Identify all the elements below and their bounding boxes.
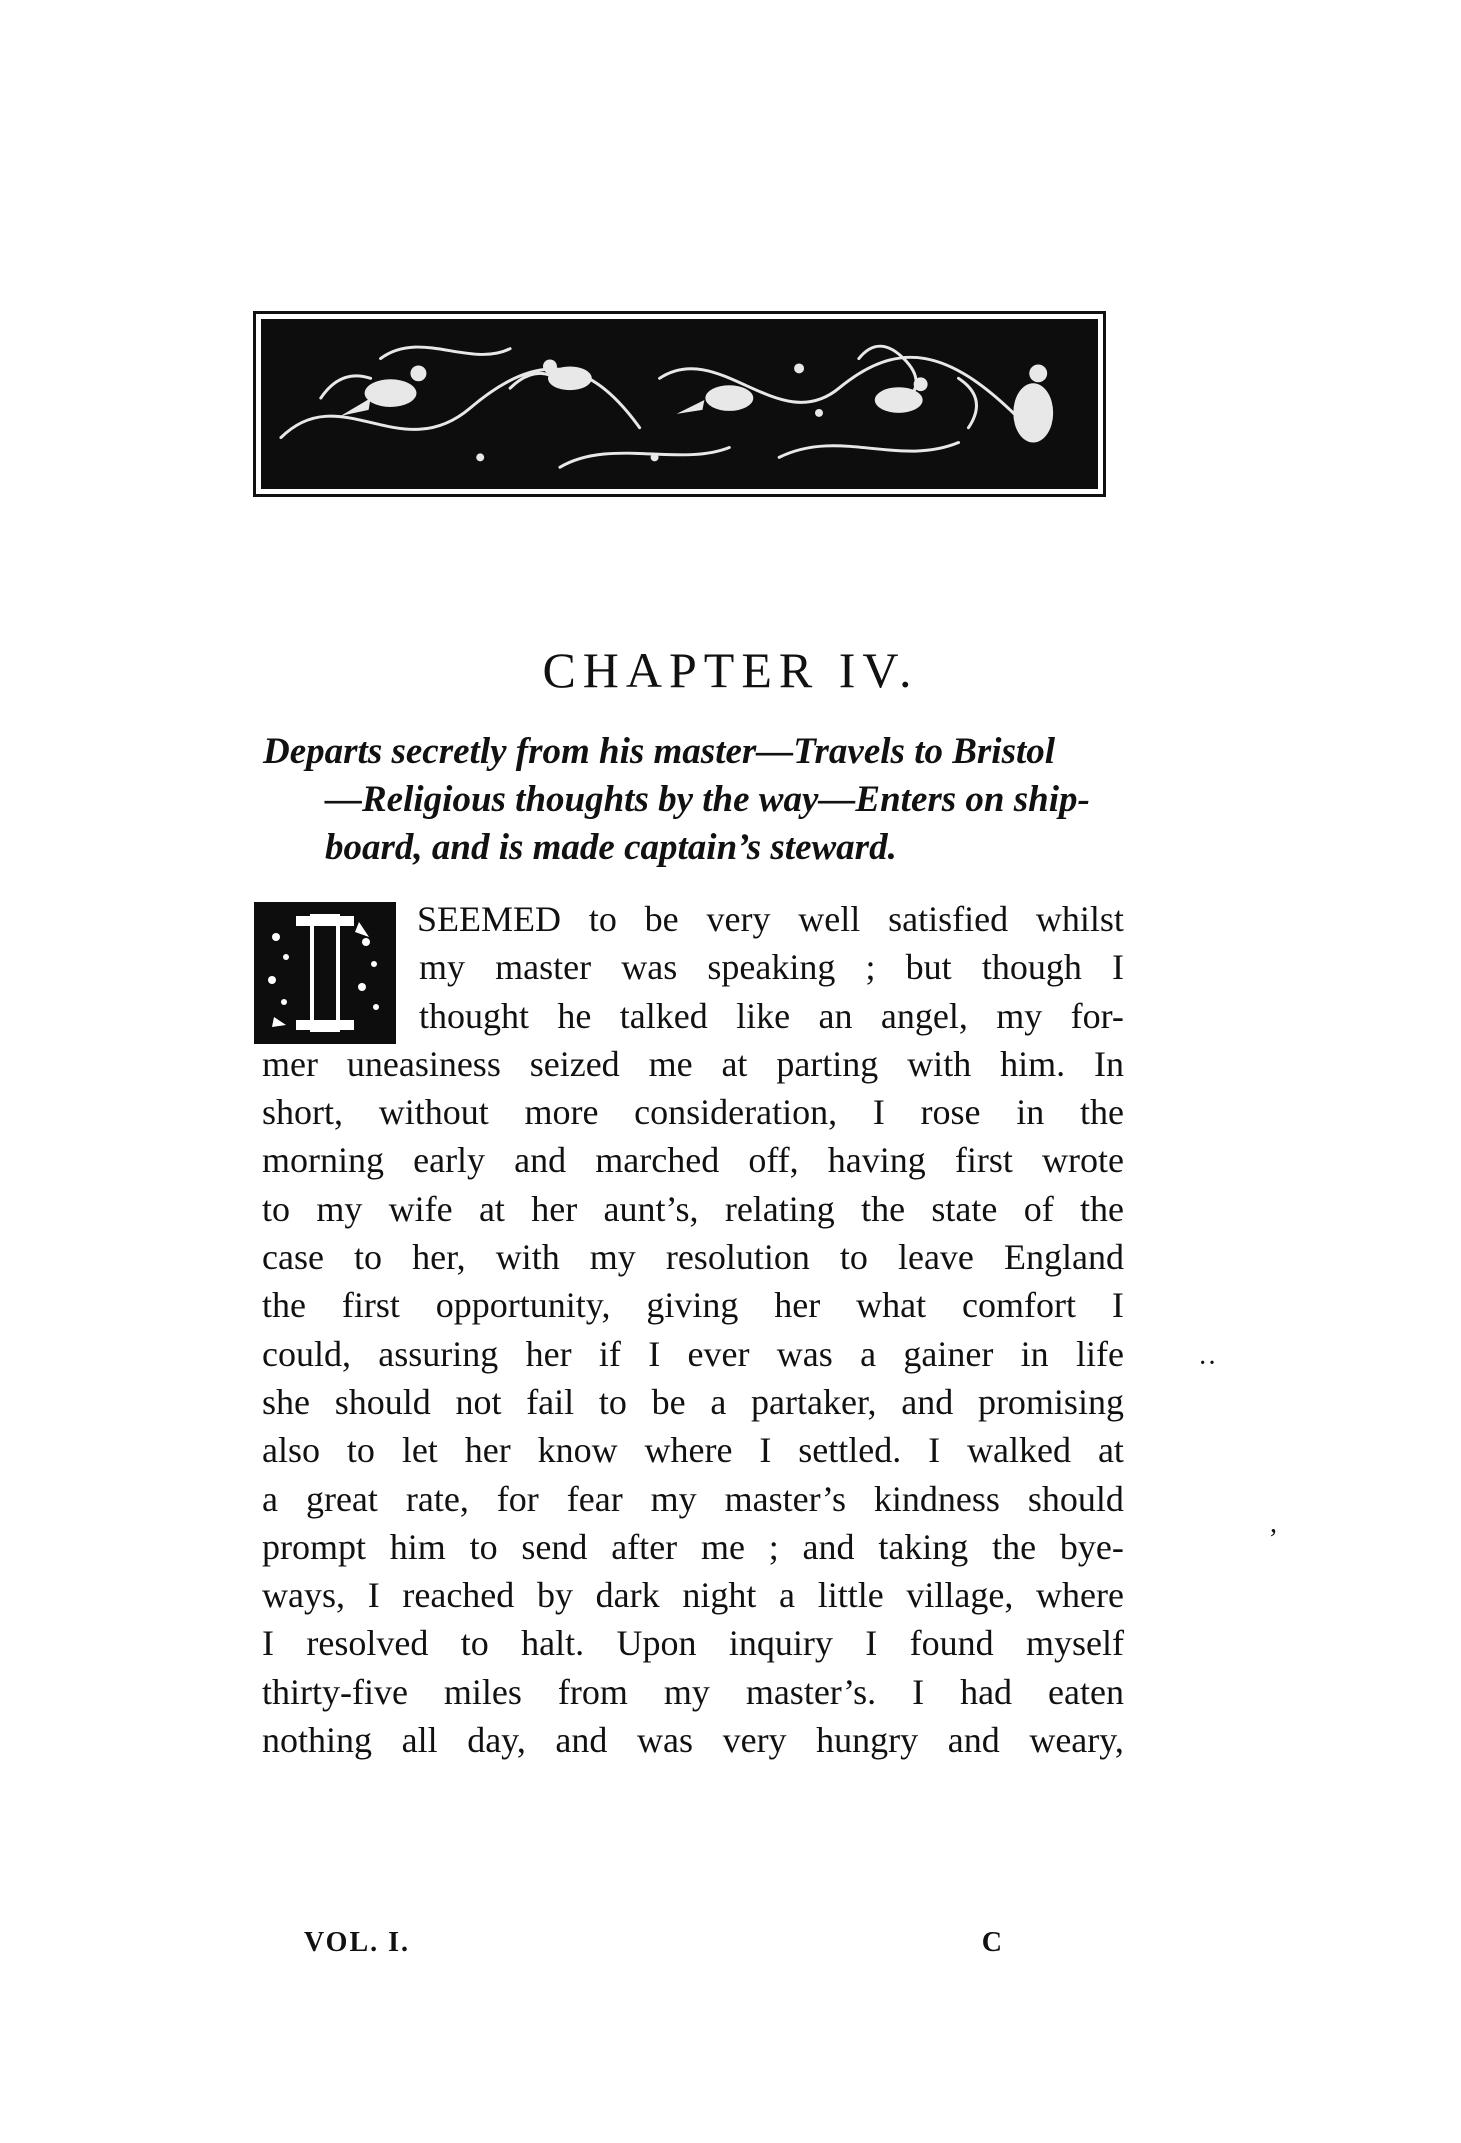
word: to [262, 1188, 291, 1229]
word: morning [262, 1140, 384, 1181]
word: inquiry [728, 1623, 833, 1664]
word: my [663, 1671, 710, 1712]
text-line [262, 1475, 1124, 1523]
word: to [469, 1526, 498, 1567]
word: but [905, 947, 952, 988]
word: ; [865, 947, 876, 988]
chapter-title: CHAPTER IV. [542, 642, 919, 698]
word: to [460, 1623, 489, 1664]
word: bye- [1059, 1526, 1124, 1567]
word: her, [412, 1237, 466, 1278]
word: what [856, 1285, 927, 1326]
word: I [262, 1623, 274, 1664]
word: without [378, 1092, 489, 1133]
word: an [818, 995, 853, 1036]
word: to [839, 1237, 868, 1278]
word: my [316, 1188, 363, 1229]
signature-mark: C [981, 1927, 1004, 1958]
word: speaking [707, 947, 836, 988]
word: hungry [816, 1720, 919, 1761]
word: consideration, [634, 1092, 838, 1133]
word: early [413, 1140, 486, 1181]
word: fail [526, 1381, 575, 1422]
summary-line: Departs secretly from his master—Travels to Bristol [263, 731, 1056, 772]
word: and [514, 1140, 567, 1181]
word: me [648, 1043, 693, 1084]
word: ; [768, 1526, 779, 1567]
word: relating [724, 1188, 835, 1229]
word: a [779, 1575, 795, 1616]
word: settled. [798, 1430, 902, 1471]
word: of [1023, 1188, 1054, 1229]
word: for- [1070, 995, 1124, 1036]
word: he [557, 995, 592, 1036]
word: I [1111, 947, 1124, 988]
word: was [776, 1333, 833, 1374]
word: I [759, 1430, 772, 1471]
text-line [262, 1185, 1124, 1233]
word: could, [262, 1333, 351, 1374]
word: where [1036, 1575, 1124, 1616]
word: her [464, 1430, 511, 1471]
word: gainer [903, 1333, 994, 1374]
word: with [495, 1237, 560, 1278]
ornamental-headpiece [253, 311, 1106, 497]
word: taking [878, 1526, 969, 1567]
text-line [262, 1136, 1124, 1184]
word: be [644, 899, 679, 939]
word: aunt’s, [603, 1188, 699, 1229]
word: opportunity, [435, 1285, 611, 1326]
word: case [262, 1237, 324, 1278]
word: was [621, 947, 678, 988]
word: at [478, 1188, 505, 1229]
word: I [648, 1333, 661, 1374]
word: well [798, 899, 861, 939]
word: partaker, [751, 1381, 877, 1422]
text-line [262, 1088, 1124, 1136]
word: not [455, 1381, 502, 1422]
word: more [524, 1092, 599, 1133]
word: the [992, 1526, 1037, 1567]
word: her [531, 1188, 578, 1229]
word: satisfied [888, 899, 1009, 939]
word: halt. [521, 1623, 585, 1664]
summary-line: —Religious thoughts by the way—Enters on ship- [325, 779, 1090, 820]
word: a [860, 1333, 877, 1374]
word: wife [388, 1188, 453, 1229]
word: day, [467, 1720, 526, 1761]
text-line [262, 1668, 1124, 1716]
word: whilst [1035, 899, 1124, 939]
word: resolution [665, 1237, 810, 1278]
word: after [611, 1526, 678, 1567]
word: SEEMED [417, 899, 561, 939]
word: nothing [262, 1720, 373, 1761]
word: and [555, 1720, 608, 1761]
word: myself [1025, 1623, 1124, 1664]
text-line [262, 1281, 1124, 1329]
word: her [774, 1285, 821, 1326]
word: weary, [1029, 1720, 1124, 1761]
word: thirty-five [262, 1671, 408, 1712]
word: in [1020, 1333, 1049, 1374]
summary-line: board, and is made captain’s steward. [325, 827, 897, 868]
word: life [1075, 1333, 1124, 1374]
word: like [736, 995, 791, 1036]
word: promising [977, 1381, 1124, 1422]
word: uneasiness [346, 1043, 501, 1084]
word: short, [262, 1092, 343, 1133]
word: rate, [405, 1478, 469, 1519]
word: the [1080, 1188, 1124, 1229]
word: I [912, 1671, 925, 1712]
word: to [588, 899, 617, 939]
word: though [981, 947, 1082, 988]
word: where [644, 1430, 733, 1471]
word: state [931, 1188, 998, 1229]
word: miles [443, 1671, 522, 1712]
word: to [346, 1430, 375, 1471]
word: ways, [262, 1575, 345, 1616]
word: mer [262, 1043, 318, 1084]
word: master’s [724, 1478, 846, 1519]
word: prompt [262, 1526, 366, 1567]
word: kindness [873, 1478, 1000, 1519]
word: the [1079, 1092, 1124, 1133]
word: marched [595, 1140, 720, 1181]
word: I [928, 1430, 941, 1471]
page-footer [304, 1927, 1004, 1967]
word: by [536, 1575, 573, 1616]
word: my [650, 1478, 697, 1519]
word: In [1094, 1043, 1124, 1084]
word: first [341, 1285, 400, 1326]
word: resolved [306, 1623, 429, 1664]
word: England [1003, 1237, 1124, 1278]
word: night [682, 1575, 757, 1616]
word: a [262, 1478, 278, 1519]
text-line [262, 1571, 1124, 1619]
word: leave [897, 1237, 974, 1278]
word: assuring [378, 1333, 499, 1374]
word: she [262, 1381, 310, 1422]
word: talked [619, 995, 708, 1036]
word: angel, [880, 995, 968, 1036]
word: master’s. [745, 1671, 877, 1712]
word: thought [419, 995, 530, 1036]
word: I [367, 1575, 380, 1616]
word: send [521, 1526, 588, 1567]
word: also [262, 1430, 320, 1471]
word: let [401, 1430, 438, 1471]
word: a [710, 1381, 727, 1422]
word: and [802, 1526, 855, 1567]
word: reached [402, 1575, 515, 1616]
word: walked [967, 1430, 1072, 1471]
word: off, [748, 1140, 799, 1181]
word: with [907, 1043, 972, 1084]
word: should [334, 1381, 431, 1422]
word: first [954, 1140, 1013, 1181]
text-line [262, 1040, 1124, 1088]
word: to [598, 1381, 627, 1422]
word: seized [529, 1043, 620, 1084]
word: master [495, 947, 592, 988]
chapter-summary [263, 728, 1123, 872]
text-line [262, 1426, 1124, 1474]
word: had [960, 1671, 1013, 1712]
word: having [827, 1140, 926, 1181]
word: very [706, 899, 771, 939]
word: for [496, 1478, 539, 1519]
word: my [996, 995, 1043, 1036]
word: should [1027, 1478, 1124, 1519]
word: from [557, 1671, 628, 1712]
text-line [419, 943, 1124, 991]
word: if [598, 1333, 621, 1374]
word: know [537, 1430, 618, 1471]
word: fear [566, 1478, 623, 1519]
word: giving [646, 1285, 739, 1326]
text-line [262, 1523, 1124, 1571]
word: and [947, 1720, 1000, 1761]
word: to [354, 1237, 383, 1278]
word: at [1097, 1430, 1124, 1471]
word: village, [906, 1575, 1014, 1616]
word: eaten [1048, 1671, 1124, 1712]
text-line [417, 895, 1124, 943]
word: in [1016, 1092, 1045, 1133]
text-line [419, 992, 1124, 1040]
word: the [861, 1188, 906, 1229]
word: her [525, 1333, 572, 1374]
word: I [865, 1623, 878, 1664]
stray-mark: , [1270, 1508, 1277, 1539]
word: my [419, 947, 466, 988]
word: Upon [616, 1623, 697, 1664]
word: all [401, 1720, 438, 1761]
word: at [721, 1043, 748, 1084]
word: be [651, 1381, 686, 1422]
text-line [262, 1378, 1124, 1426]
word: the [262, 1285, 306, 1326]
word: comfort [962, 1285, 1077, 1326]
word: me [700, 1526, 745, 1567]
headpiece-ornament-icon [261, 319, 1098, 489]
word: I [1111, 1285, 1124, 1326]
word: was [637, 1720, 693, 1761]
word: him [389, 1526, 446, 1567]
volume-label: VOL. I. [304, 1927, 411, 1958]
word: parting [776, 1043, 879, 1084]
word: great [305, 1478, 378, 1519]
word: and [901, 1381, 954, 1422]
word: him. [1000, 1043, 1066, 1084]
body-text [262, 895, 1124, 1764]
text-line [262, 1330, 1124, 1378]
word: very [722, 1720, 787, 1761]
text-line [262, 1716, 1124, 1764]
word: I [872, 1092, 885, 1133]
text-line [262, 1233, 1124, 1281]
word: little [817, 1575, 884, 1616]
text-line [262, 1619, 1124, 1667]
word: wrote [1041, 1140, 1124, 1181]
word: dark [595, 1575, 660, 1616]
word: ever [687, 1333, 750, 1374]
word: my [589, 1237, 636, 1278]
word: found [909, 1623, 994, 1664]
word: rose [920, 1092, 981, 1133]
stray-mark: ·· [1198, 1348, 1217, 1379]
